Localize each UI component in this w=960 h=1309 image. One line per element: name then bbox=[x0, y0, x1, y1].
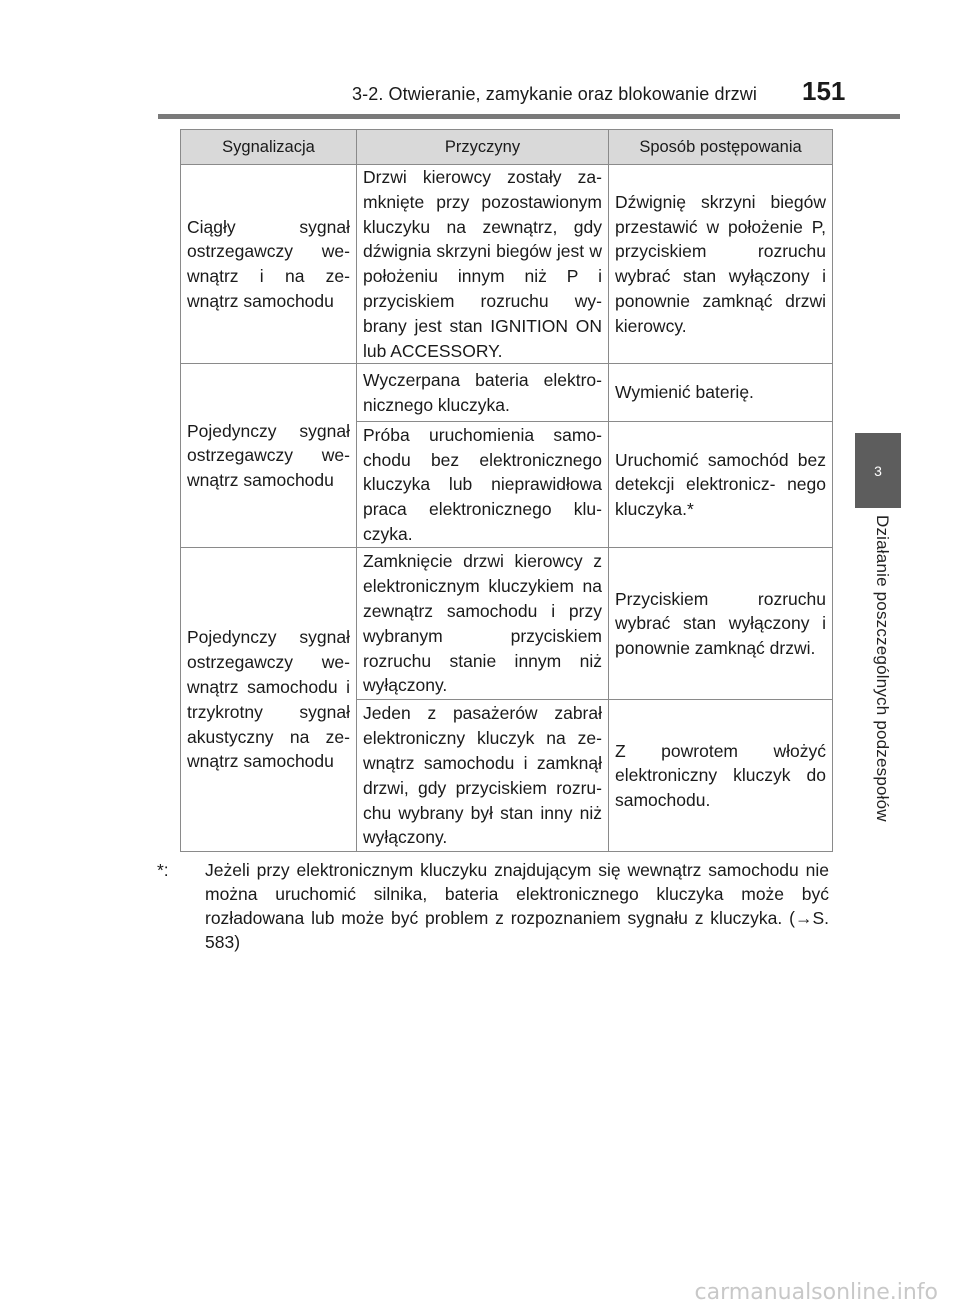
footnote bbox=[157, 858, 829, 954]
chapter-number: 3 bbox=[874, 462, 882, 479]
signal-cell: Pojedynczy sygnał ostrzegawczy we- wnątrz samochodu bbox=[181, 364, 357, 548]
page-number: 151 bbox=[802, 76, 846, 106]
warning-table bbox=[180, 129, 833, 852]
chapter-tab bbox=[855, 433, 901, 508]
header-divider bbox=[158, 114, 900, 119]
action-cell: Dźwignię skrzyni biegów przestawić w położenie P, przyciskiem rozruchu wybrać stan wyłączony i ponownie zamknąć drzwi kierowcy. bbox=[609, 165, 833, 364]
cause-cell: Jeden z pasażerów zabrał elektroniczny kluczyk na ze- wnątrz samochodu i zamknął drzwi, gdy przyciskiem rozru- chu wybrany był stan inny niż wyłączony. bbox=[357, 700, 609, 852]
action-cell: Przyciskiem rozruchu wybrać stan wyłączony i ponownie zamknąć drzwi. bbox=[609, 548, 833, 700]
cause-cell: Próba uruchomienia samo- chodu bez elektronicznego kluczyka lub nieprawidłowa praca elektronicznego klu- czyka. bbox=[357, 422, 609, 548]
action-cell: Z powrotem włożyć elektroniczny kluczyk do samochodu. bbox=[609, 700, 833, 852]
column-header-action: Sposób postępowania bbox=[609, 130, 833, 165]
column-header-cause: Przyczyny bbox=[357, 130, 609, 165]
action-cell: Uruchomić samochód bez detekcji elektronicz- nego kluczyka.* bbox=[609, 422, 833, 548]
cause-cell: Zamknięcie drzwi kierowcy z elektronicznym kluczykiem na zewnątrz samochodu i przy wybranym przyciskiem rozruchu stanie innym niż wyłączony. bbox=[357, 548, 609, 700]
footnote-text: Jeżeli przy elektronicznym kluczyku znajdującym się wewnątrz samochodu nie można uruchomić silnika, bateria elektronicznego kluczyka może być rozładowana lub może być problem z rozpoznaniem sygnału z kluczyka. (→S. 583) bbox=[205, 860, 829, 952]
footnote-marker: *: bbox=[157, 860, 169, 880]
watermark: carmanualsonline.info bbox=[694, 1280, 938, 1305]
cause-cell: Wyczerpana bateria elektro- nicznego kluczyka. bbox=[357, 364, 609, 422]
table-header-row bbox=[181, 130, 833, 165]
column-header-signal: Sygnalizacja bbox=[181, 130, 357, 165]
action-cell: Wymienić baterię. bbox=[609, 364, 833, 422]
table-row bbox=[181, 165, 833, 364]
signal-cell: Pojedynczy sygnał ostrzegawczy we- wnątrz samochodu i trzykrotny sygnał akustyczny na ze- wnątrz samochodu bbox=[181, 548, 357, 852]
cause-cell: Drzwi kierowcy zostały za- mknięte przy pozostawionym kluczyku na zewnątrz, gdy dźwignia skrzyni biegów jest w położeniu innym niż P i przyciskiem rozruchu wy- brany jest stan IGNITION ON lub ACCESSORY. bbox=[357, 165, 609, 364]
chapter-label: Działanie poszczególnych podzespołów bbox=[873, 515, 892, 822]
section-title: 3-2. Otwieranie, zamykanie oraz blokowanie drzwi bbox=[352, 84, 757, 104]
table-row bbox=[181, 364, 833, 422]
table-row bbox=[181, 548, 833, 700]
signal-cell: Ciągły sygnał ostrzegawczy we- wnątrz i na ze- wnątrz samochodu bbox=[181, 165, 357, 364]
